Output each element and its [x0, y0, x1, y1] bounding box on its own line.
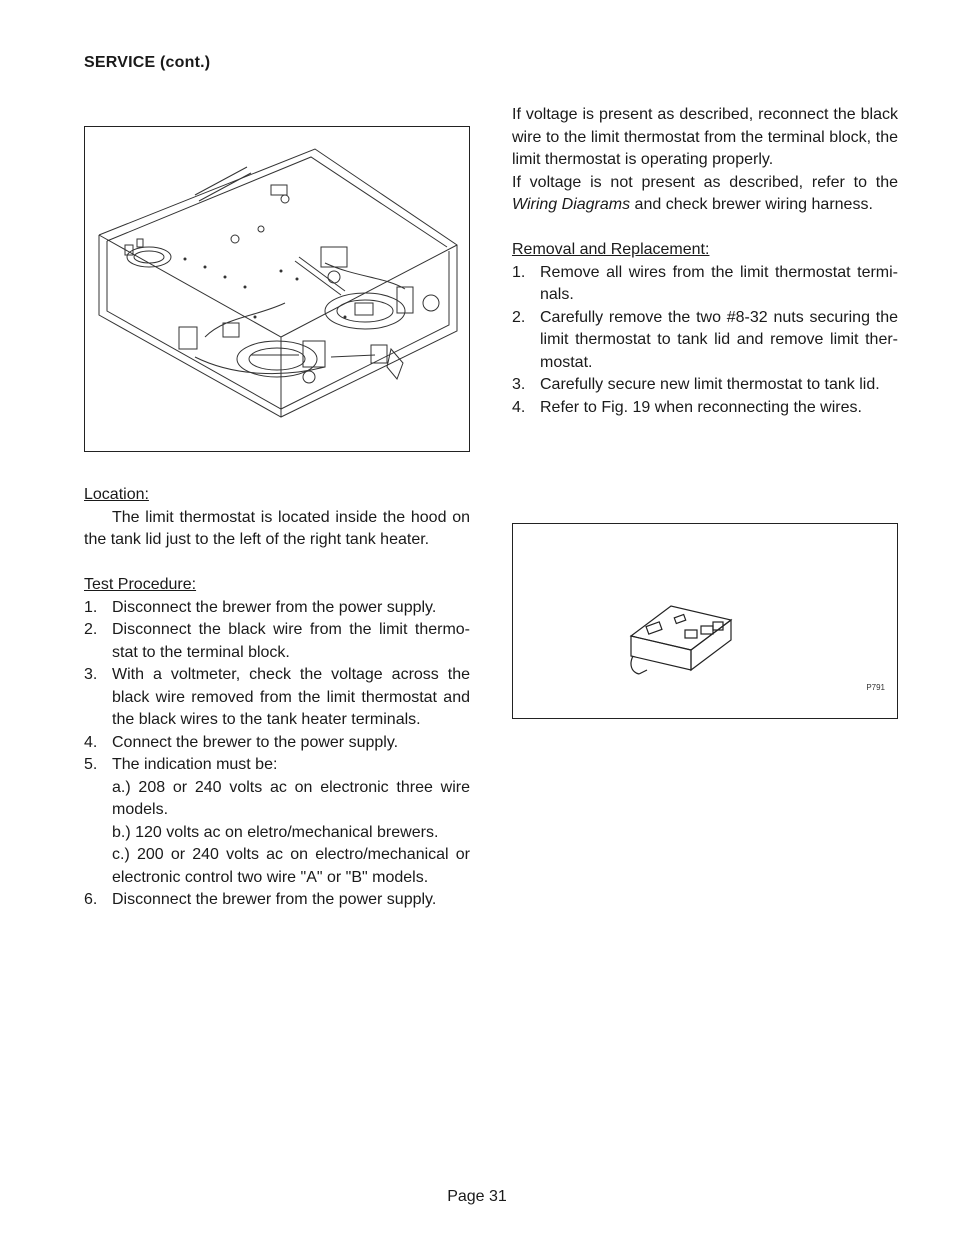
step-text: Disconnect the black wire from the limit thermo-stat to the terminal block.	[112, 621, 470, 661]
test-procedure-steps	[84, 597, 470, 912]
step-number: 2.	[512, 308, 526, 326]
step-text: Remove all wires from the limit thermostat termi-nals.	[540, 263, 898, 303]
list-item	[512, 307, 898, 375]
step-text: Carefully remove the two #8-32 nuts securing the limit thermostat to tank lid and remove limit ther-mostat.	[540, 308, 898, 371]
list-item	[84, 754, 470, 889]
step-text: The indication must be:	[112, 756, 278, 773]
step-number: 3.	[512, 376, 526, 393]
step-text: Refer to Fig. 19 when reconnecting the wires.	[540, 398, 862, 416]
step-number: 4.	[84, 733, 98, 751]
text-run: and check brewer wiring harness.	[630, 196, 873, 213]
page-number: Page 31	[447, 1188, 507, 1205]
removal-heading: Removal and Replacement:	[512, 241, 710, 258]
limit-thermostat-drawing	[513, 524, 896, 717]
voltage-absent-text	[512, 172, 898, 217]
step-number: 4.	[512, 398, 526, 416]
step-number: 1.	[512, 263, 526, 281]
removal-steps	[512, 262, 898, 420]
step-text: With a voltmeter, check the voltage across the black wire removed from the limit thermostat and the black wires to the tank heater terminals.	[112, 666, 470, 728]
step-text: Disconnect the brewer from the power supply.	[112, 891, 437, 908]
right-column	[512, 104, 898, 419]
location-heading: Location:	[84, 486, 149, 503]
brewer-hood-drawing	[85, 127, 468, 450]
list-item	[84, 597, 470, 620]
voltage-present-text: If voltage is present as described, reconnect the black wire to the limit thermostat from the terminal block, the limit thermostat is operating properly.	[512, 106, 898, 168]
step-number: 1.	[84, 598, 98, 616]
wiring-diagrams-reference: Wiring Diagrams	[512, 196, 631, 213]
sub-item: b.) 120 volts ac on eletro/mechanical brewers.	[112, 823, 439, 841]
page-section-header: SERVICE (cont.)	[84, 54, 211, 71]
list-item	[84, 889, 470, 912]
figure-code: P791	[866, 683, 885, 692]
step-number: 5.	[84, 756, 98, 773]
left-column	[84, 484, 470, 912]
list-item	[512, 262, 898, 307]
test-procedure-heading: Test Procedure:	[84, 576, 197, 593]
list-item	[84, 732, 470, 755]
brewer-hood-figure	[84, 126, 470, 452]
list-item	[512, 397, 898, 420]
step-number: 2.	[84, 621, 98, 638]
step-text: Disconnect the brewer from the power supply.	[112, 598, 437, 616]
step-number: 6.	[84, 891, 98, 908]
step-text: Carefully secure new limit thermostat to tank lid.	[540, 376, 880, 393]
text-run: If voltage is not present as described, refer to the	[512, 173, 898, 191]
step-text: Connect the brewer to the power supply.	[112, 733, 399, 751]
sub-item: c.) 200 or 240 volts ac on electro/mechanical or electronic control two wire "A" or "B" models.	[112, 846, 470, 886]
list-item	[512, 374, 898, 397]
location-text: The limit thermostat is located inside the hood on the tank lid just to the left of the right tank heater.	[84, 508, 470, 548]
list-item	[84, 619, 470, 664]
list-item	[84, 664, 470, 732]
limit-thermostat-figure	[512, 523, 898, 719]
sub-item: a.) 208 or 240 volts ac on electronic three wire models.	[112, 778, 470, 818]
step-number: 3.	[84, 666, 98, 683]
